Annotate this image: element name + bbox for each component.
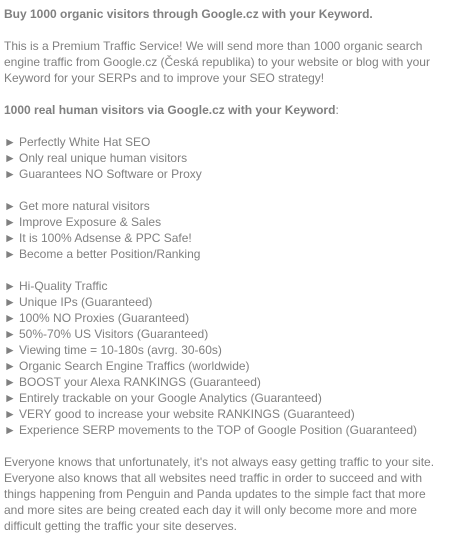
intro-paragraph: This is a Premium Traffic Service! We will send more than 1000 organic search engine traffic from Google.cz (Česká republika) to your website or blog with your Keyword for your SERPs and to improve your SEO strategy! [4,39,430,85]
list-item-text: Organic Search Engine Traffics (worldwide) [19,359,250,373]
list-item [4,150,445,166]
list-item [4,278,445,294]
feature-lists [4,134,445,438]
description-heading: Buy 1000 organic visitors through Google.cz with your Keyword. [4,7,373,21]
bullet-list [4,134,445,182]
list-item-text: Entirely trackable on your Google Analytics (Guaranteed) [19,391,322,405]
list-item-text: Guarantees NO Software or Proxy [19,167,202,181]
list-item [4,230,445,246]
subheading-colon: : [335,103,339,117]
bullet-list [4,278,445,438]
triangle-right-icon: ► [4,359,16,373]
triangle-right-icon: ► [4,295,16,309]
triangle-right-icon: ► [4,231,16,245]
subheading-text: 1000 real human visitors via Google.cz with your Keyword [4,103,336,117]
list-item-text: Experience SERP movements to the TOP of Google Position (Guaranteed) [19,423,417,437]
triangle-right-icon: ► [4,215,16,229]
triangle-right-icon: ► [4,199,16,213]
triangle-right-icon: ► [4,423,16,437]
triangle-right-icon: ► [4,279,16,293]
list-item-text: It is 100% Adsense & PPC Safe! [19,231,192,245]
list-item [4,342,445,358]
triangle-right-icon: ► [4,135,16,149]
triangle-right-icon: ► [4,327,16,341]
list-item [4,406,445,422]
list-item [4,390,445,406]
list-item [4,294,445,310]
list-item-text: VERY good to increase your website RANKINGS (Guaranteed) [19,407,355,421]
list-item [4,198,445,214]
list-item [4,358,445,374]
feature-group-1 [4,134,445,182]
list-item [4,134,445,150]
triangle-right-icon: ► [4,167,16,181]
subheading [4,102,445,118]
feature-group-2 [4,198,445,262]
list-item [4,310,445,326]
list-item-text: Perfectly White Hat SEO [19,135,151,149]
list-item [4,214,445,230]
list-item-text: Only real unique human visitors [19,151,188,165]
list-item [4,422,445,438]
product-description [0,6,449,534]
list-item-text: Viewing time = 10-180s (avrg. 30-60s) [19,343,222,357]
list-item-text: Unique IPs (Guaranteed) [19,295,153,309]
list-item-text: Become a better Position/Ranking [19,247,201,261]
list-item-text: BOOST your Alexa RANKINGS (Guaranteed) [19,375,261,389]
list-item [4,326,445,342]
list-item [4,374,445,390]
triangle-right-icon: ► [4,407,16,421]
list-item-text: 100% NO Proxies (Guaranteed) [19,311,190,325]
triangle-right-icon: ► [4,247,16,261]
triangle-right-icon: ► [4,375,16,389]
triangle-right-icon: ► [4,311,16,325]
list-item-text: Hi-Quality Traffic [19,279,108,293]
triangle-right-icon: ► [4,391,16,405]
list-item [4,166,445,182]
triangle-right-icon: ► [4,343,16,357]
list-item-text: Improve Exposure & Sales [19,215,162,229]
closing-paragraph: Everyone knows that unfortunately, it's not always easy getting traffic to your site. Everyone also knows that all websites need traffic in order to succeed and with things happening from Penguin and Panda updates to the simple fact that more and more sites are being created each day it will only become more and more difficult getting the traffic your site deserves. [4,455,435,533]
list-item-text: 50%-70% US Visitors (Guaranteed) [19,327,209,341]
bullet-list [4,198,445,262]
triangle-right-icon: ► [4,151,16,165]
feature-group-3 [4,278,445,438]
list-item-text: Get more natural visitors [19,199,150,213]
list-item [4,246,445,262]
